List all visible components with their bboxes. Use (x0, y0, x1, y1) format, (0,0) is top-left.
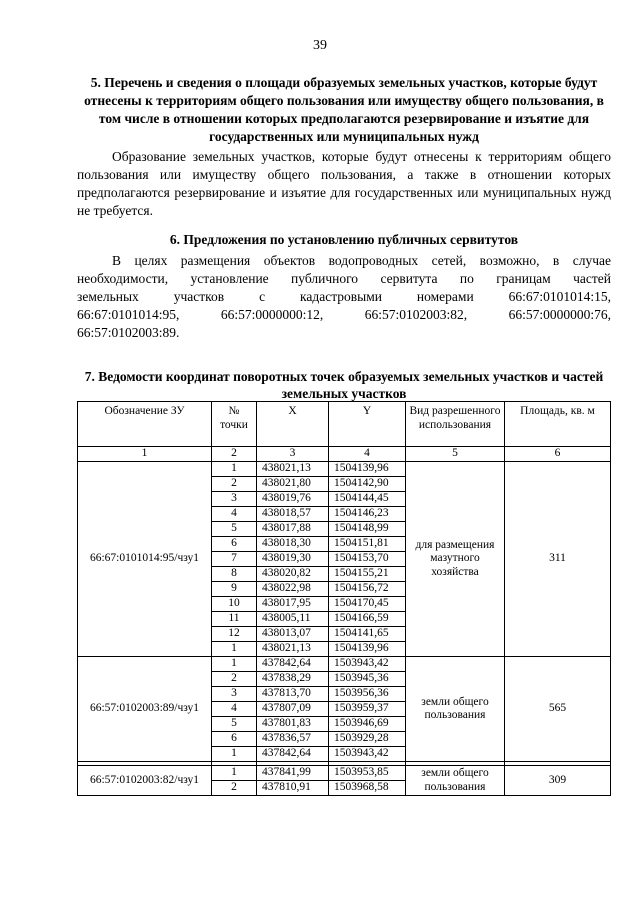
table-row (78, 657, 611, 672)
point-number: 9 (212, 582, 257, 597)
coord-y: 1504151,81 (329, 537, 406, 552)
coord-y: 1503946,69 (329, 717, 406, 732)
parcel-designation: 66:57:0102003:89/чзу1 (78, 657, 212, 762)
coord-y: 1504144,45 (329, 492, 406, 507)
parcel-designation: 66:67:0101014:95/чзу1 (78, 462, 212, 657)
coord-y: 1503968,58 (329, 781, 406, 796)
point-number: 7 (212, 552, 257, 567)
coord-x: 438018,30 (257, 537, 329, 552)
coord-x: 438020,82 (257, 567, 329, 582)
permitted-use: земли общего пользования (406, 766, 505, 796)
section-6-line: 66:67:0101014:95, 66:57:0000000:12, 66:57:0102003:82, 66:57:0000000:76, (77, 307, 611, 322)
point-number: 2 (212, 672, 257, 687)
section-6-line: В целях размещения объектов водопроводных сетей, возможно, в случае (112, 253, 611, 268)
coord-y: 1504170,45 (329, 597, 406, 612)
parcel-area: 565 (505, 657, 611, 762)
coord-y: 1503943,42 (329, 657, 406, 672)
coord-x: 438017,95 (257, 597, 329, 612)
coord-x: 438019,30 (257, 552, 329, 567)
parcel-area: 311 (505, 462, 611, 657)
point-number: 2 (212, 781, 257, 796)
coord-x: 438017,88 (257, 522, 329, 537)
point-number: 8 (212, 567, 257, 582)
coord-x: 438021,13 (257, 462, 329, 477)
section-5-text: Образование земельных участков, которые будут отнесены к территориям общего пользования или имуществу общего пользования, а также в отношении которых предполагаются резервирование и изъятие для государственных или муниципальных нужд не требуется. (77, 149, 611, 218)
coord-x: 438022,98 (257, 582, 329, 597)
coord-y: 1504141,65 (329, 627, 406, 642)
section-6-text (77, 252, 611, 342)
header-point-number: № точки (212, 402, 257, 447)
point-number: 5 (212, 717, 257, 732)
point-number: 3 (212, 687, 257, 702)
coord-y: 1504148,99 (329, 522, 406, 537)
coord-y: 1504139,96 (329, 642, 406, 657)
coord-y: 1504146,23 (329, 507, 406, 522)
table-row (78, 766, 611, 781)
coord-x: 438019,76 (257, 492, 329, 507)
point-number: 1 (212, 462, 257, 477)
coord-y: 1504142,90 (329, 477, 406, 492)
index-cell: 1 (78, 447, 212, 462)
header-y: Y (329, 402, 406, 447)
header-designation: Обозначение ЗУ (78, 402, 212, 447)
section-6-line: необходимости, установление публичного сервитута по границам частей (77, 271, 611, 286)
coord-x: 437813,70 (257, 687, 329, 702)
point-number: 5 (212, 522, 257, 537)
coord-x: 437836,57 (257, 732, 329, 747)
coord-x: 438013,07 (257, 627, 329, 642)
index-cell: 2 (212, 447, 257, 462)
section-6-line: 66:57:0102003:89. (77, 325, 180, 340)
index-cell: 4 (329, 447, 406, 462)
coord-y: 1504156,72 (329, 582, 406, 597)
coord-x: 437838,29 (257, 672, 329, 687)
coord-x: 437810,91 (257, 781, 329, 796)
permitted-use: для размещения мазутного хозяйства (406, 462, 505, 657)
coord-y: 1503956,36 (329, 687, 406, 702)
coord-x: 438021,80 (257, 477, 329, 492)
parcel-area: 309 (505, 766, 611, 796)
header-permitted-use: Вид разрешенного использования (406, 402, 505, 447)
coord-y: 1503943,42 (329, 747, 406, 762)
coord-x: 438021,13 (257, 642, 329, 657)
point-number: 12 (212, 627, 257, 642)
table-row (78, 462, 611, 477)
section-6-title: 6. Предложения по установлению публичных сервитутов (169, 232, 519, 247)
coord-y: 1503953,85 (329, 766, 406, 781)
coord-x: 437842,64 (257, 657, 329, 672)
point-number: 1 (212, 766, 257, 781)
point-number: 3 (212, 492, 257, 507)
section-5-title: 5. Перечень и сведения о площади образуемых земельных участков, которые будут отнесены к территориям общего пользования или имуществу общего пользования, в том числе в отношении которых предполагаются резервирование и изъятие для государственных или муниципальных нужд (84, 75, 604, 144)
header-area: Площадь, кв. м (505, 402, 611, 447)
point-number: 4 (212, 507, 257, 522)
coord-x: 438018,57 (257, 507, 329, 522)
point-number: 1 (212, 657, 257, 672)
point-number: 6 (212, 537, 257, 552)
page-number: 39 (313, 38, 327, 53)
coord-y: 1504155,21 (329, 567, 406, 582)
coord-y: 1504153,70 (329, 552, 406, 567)
coord-x: 437841,99 (257, 766, 329, 781)
point-number: 4 (212, 702, 257, 717)
coordinates-table (77, 401, 611, 796)
header-x: X (257, 402, 329, 447)
index-cell: 5 (406, 447, 505, 462)
coord-y: 1503929,28 (329, 732, 406, 747)
point-number: 1 (212, 747, 257, 762)
coord-x: 438005,11 (257, 612, 329, 627)
coord-x: 437807,09 (257, 702, 329, 717)
point-number: 1 (212, 642, 257, 657)
permitted-use: земли общего пользования (406, 657, 505, 762)
point-number: 2 (212, 477, 257, 492)
coord-x: 437842,64 (257, 747, 329, 762)
section-7-title: 7. Ведомости координат поворотных точек образуемых земельных участков и частей земельных участков (84, 369, 604, 401)
coord-x: 437801,83 (257, 717, 329, 732)
point-number: 11 (212, 612, 257, 627)
index-cell: 3 (257, 447, 329, 462)
coord-y: 1503945,36 (329, 672, 406, 687)
point-number: 6 (212, 732, 257, 747)
point-number: 10 (212, 597, 257, 612)
coord-y: 1504139,96 (329, 462, 406, 477)
coord-y: 1503959,37 (329, 702, 406, 717)
section-6-line: земельных участков с кадастровыми номерами 66:67:0101014:15, (77, 289, 611, 304)
index-cell: 6 (505, 447, 611, 462)
parcel-designation: 66:57:0102003:82/чзу1 (78, 766, 212, 796)
coord-y: 1504166,59 (329, 612, 406, 627)
